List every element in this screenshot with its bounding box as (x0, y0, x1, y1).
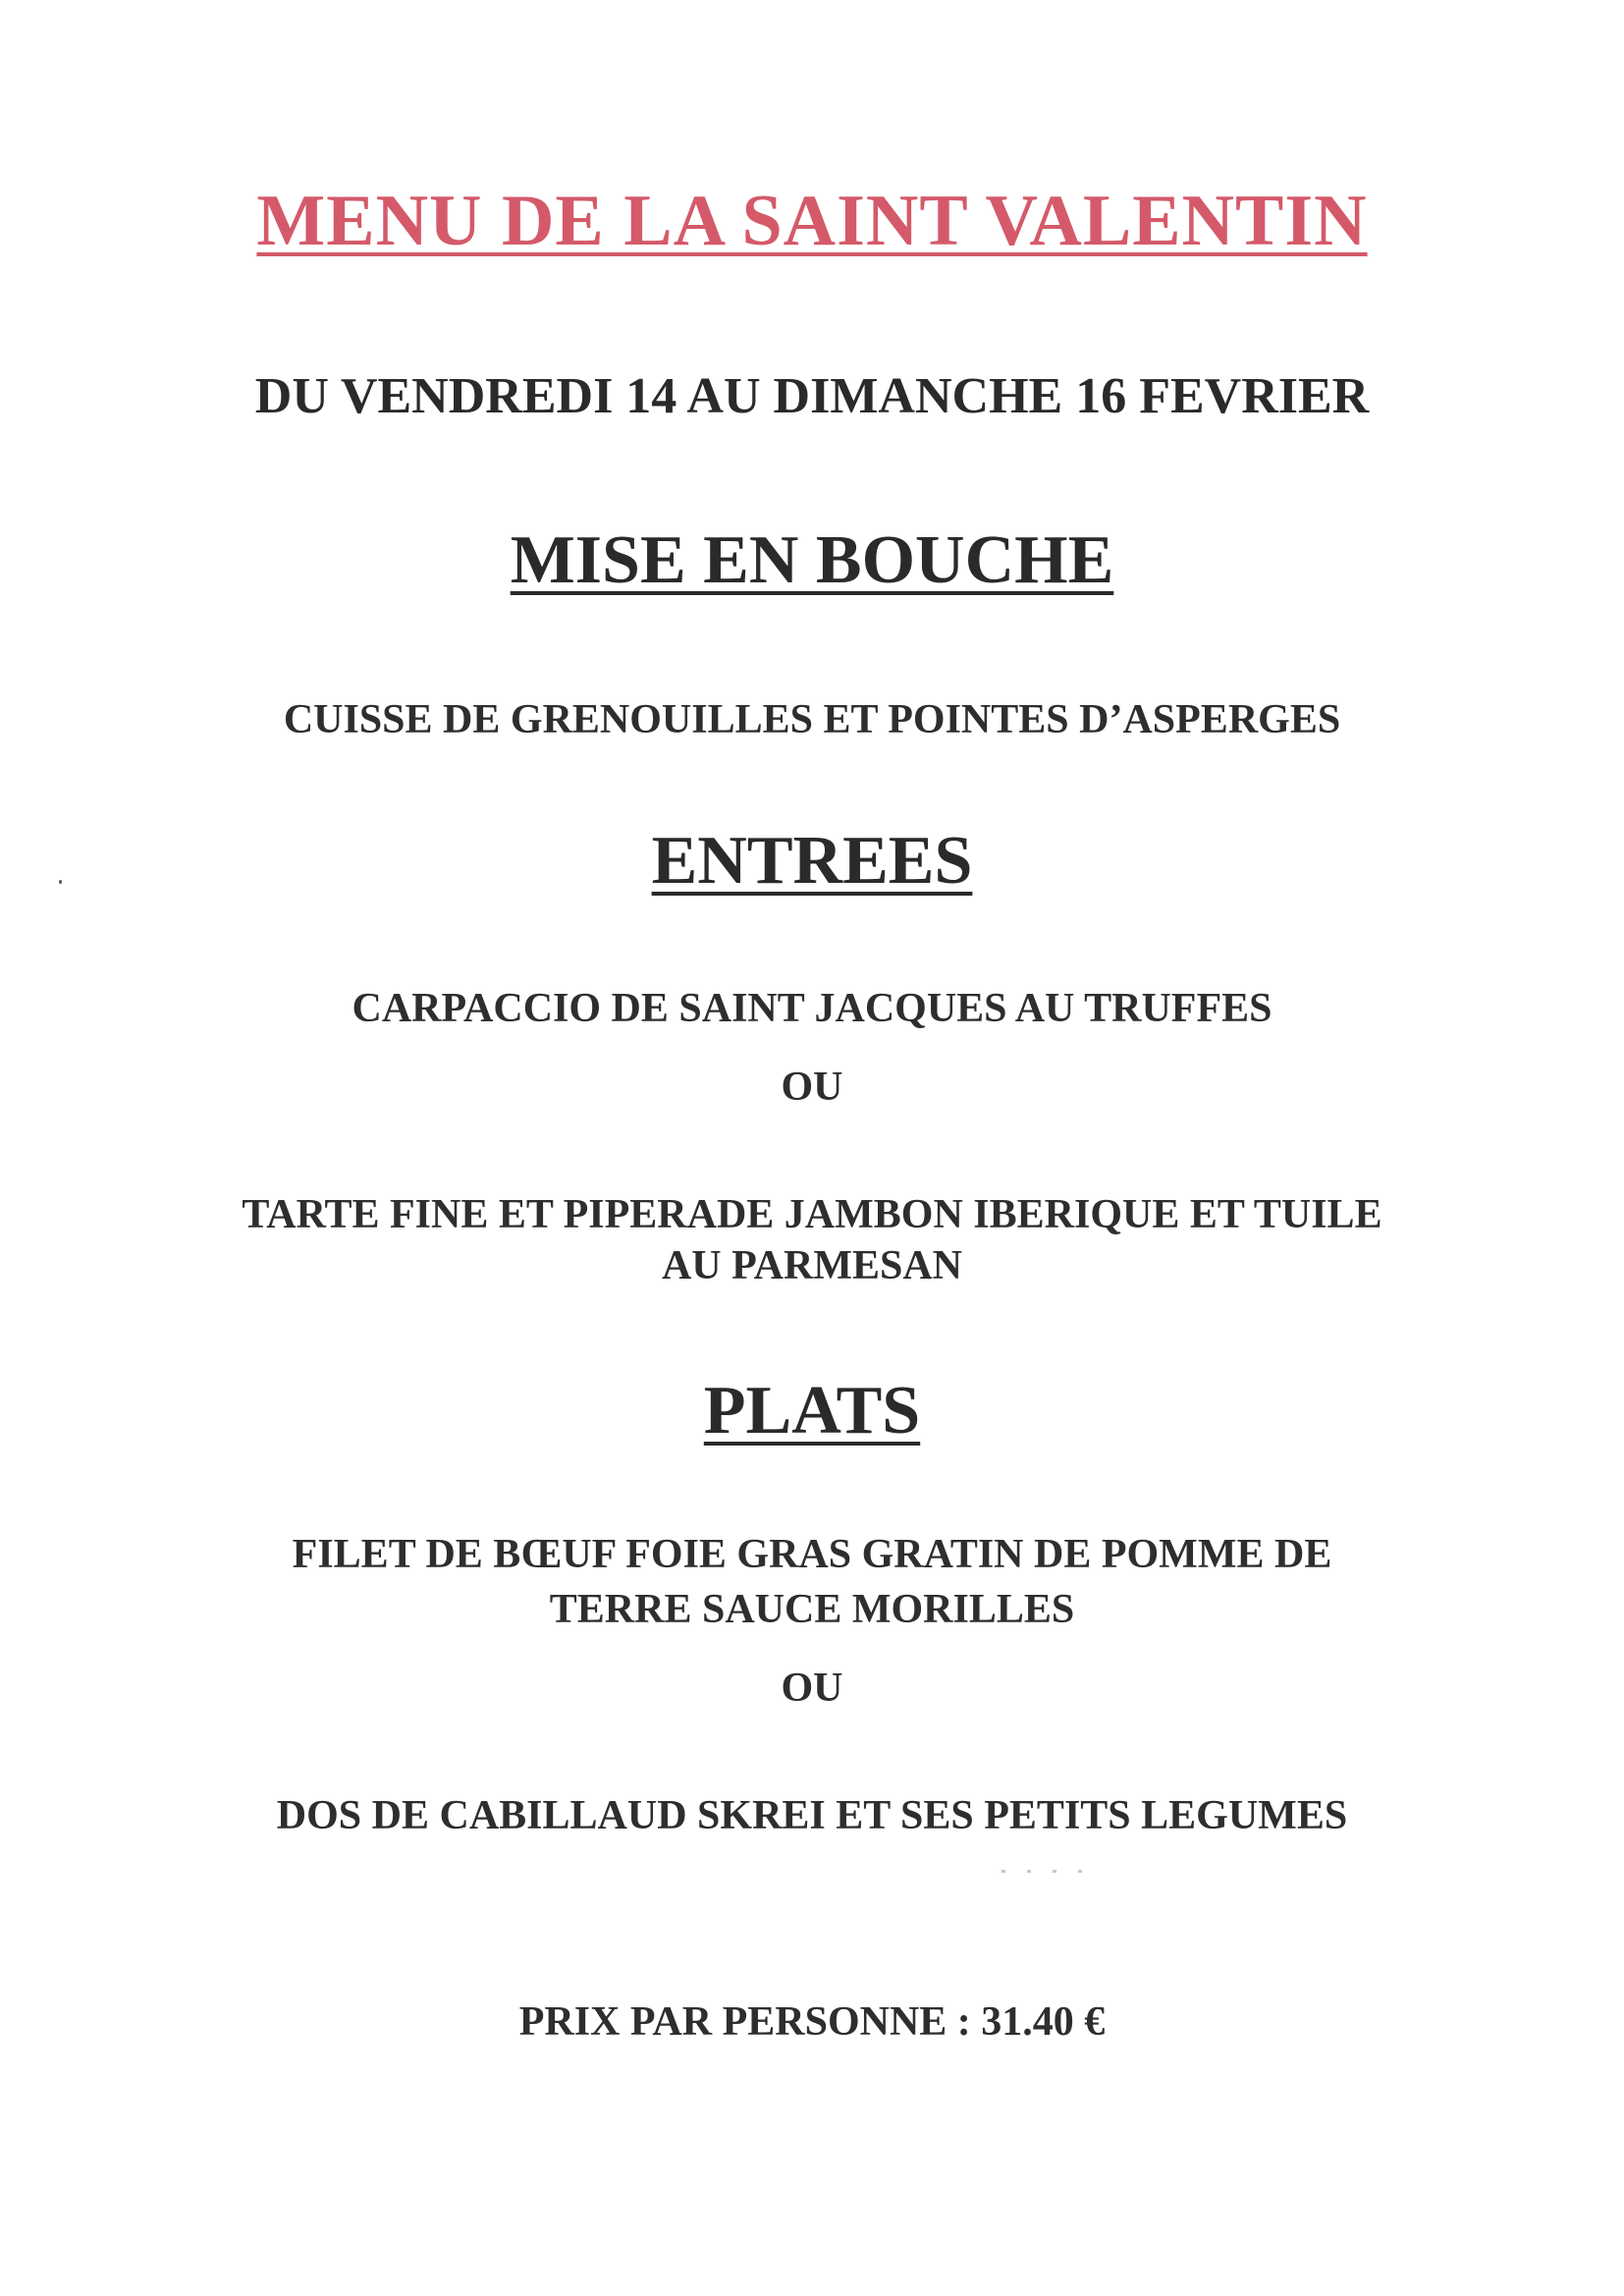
entree-option-2-line-2: AU PARMESAN (661, 1243, 963, 1288)
entree-option-2-line-1: TARTE FINE ET PIPERADE JAMBON IBERIQUE ET TUILE (242, 1192, 1382, 1237)
price-per-person: PRIX PAR PERSONNE : 31.40 € (518, 1999, 1106, 2045)
mise-en-bouche-item: CUISSE DE GRENOUILLES ET POINTES D’ASPERGES (283, 697, 1341, 742)
entree-option-1: CARPACCIO DE SAINT JACQUES AU TRUFFES (352, 986, 1272, 1031)
section-heading-entrees (0, 823, 1624, 899)
plats-heading-text: PLATS (703, 1373, 921, 1449)
section-heading-plats (0, 1373, 1624, 1449)
scan-speck (59, 880, 62, 884)
entrees-heading-text: ENTREES (651, 823, 973, 899)
mise-en-bouche-heading-text: MISE EN BOUCHE (510, 522, 1114, 598)
menu-title (0, 181, 1624, 261)
menu-dates: DU VENDREDI 14 AU DIMANCHE 16 FEVRIER (254, 368, 1370, 424)
plat-option-2: DOS DE CABILLAUD SKREI ET SES PETITS LEGUMES (276, 1793, 1348, 1838)
plat-option-1-line-2: TERRE SAUCE MORILLES (549, 1587, 1075, 1632)
section-heading-mise-en-bouche (0, 522, 1624, 598)
plats-or-separator: OU (781, 1666, 843, 1711)
menu-title-text: MENU DE LA SAINT VALENTIN (256, 181, 1368, 261)
scan-dots (1001, 1870, 1100, 1873)
plat-option-1-line-1: FILET DE BŒUF FOIE GRAS GRATIN DE POMME DE (292, 1532, 1332, 1577)
entrees-or-separator: OU (781, 1065, 843, 1110)
